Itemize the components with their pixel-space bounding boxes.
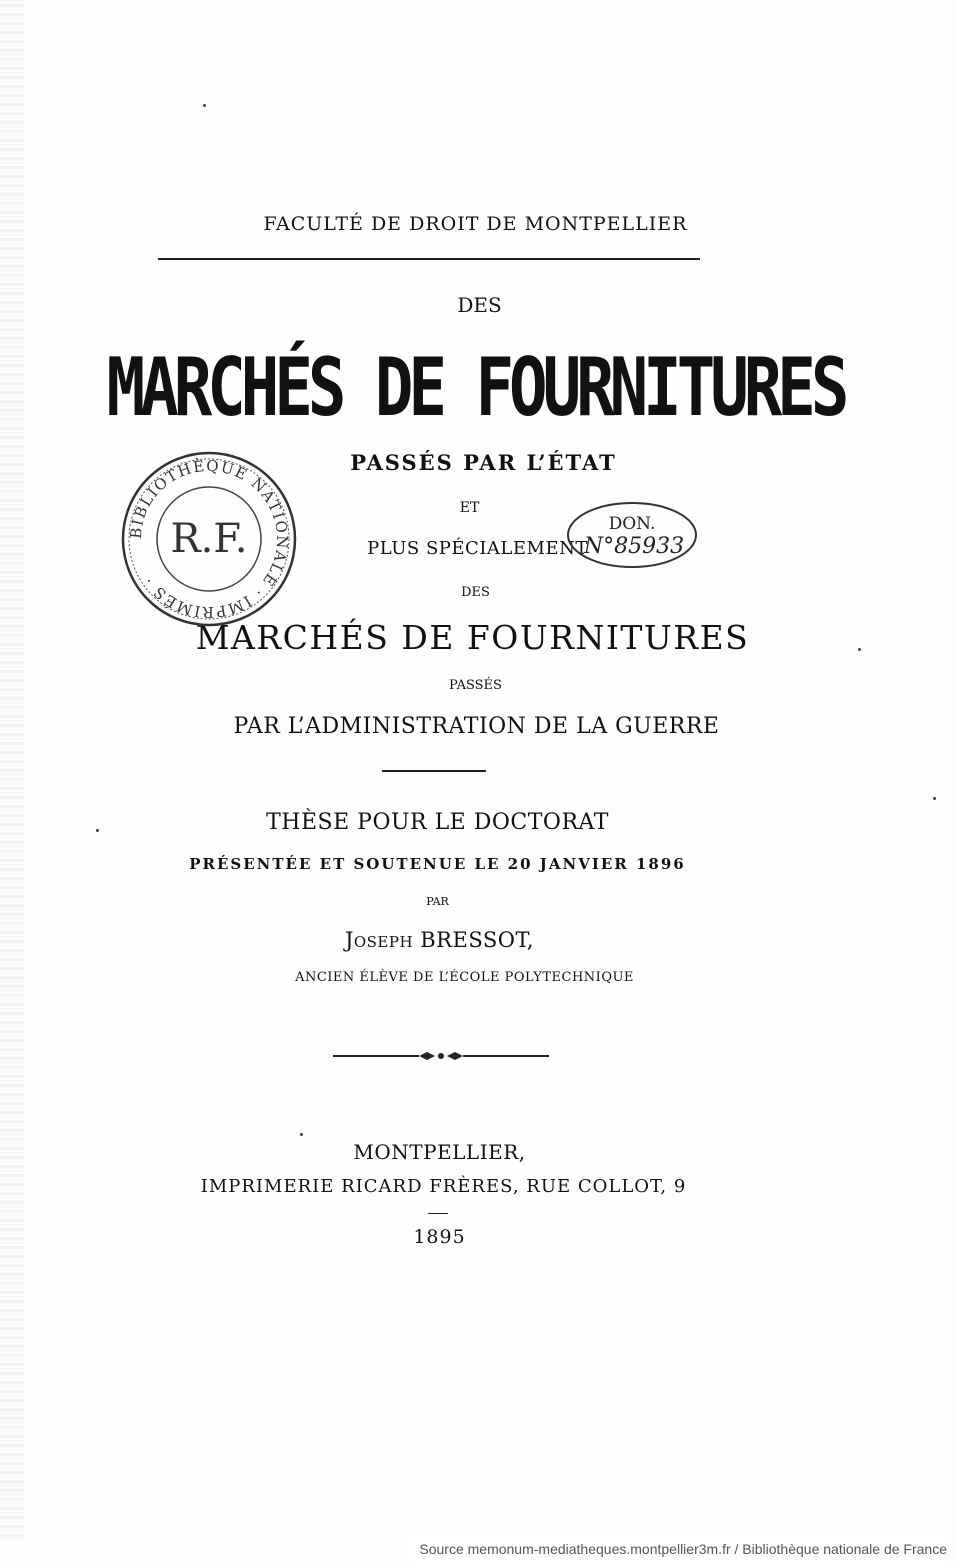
- scan-speck: [96, 829, 99, 832]
- author-name: [0, 928, 917, 952]
- et-line: ET: [459, 500, 480, 516]
- scan-speck: [300, 1133, 303, 1136]
- plus-specialement: PLUS SPÉCIALEMENT: [367, 538, 588, 559]
- donation-label: DON.: [608, 514, 656, 534]
- publication-year: 1895: [413, 1226, 466, 1248]
- library-stamp-icon: [118, 448, 300, 630]
- des-line-1: DES: [457, 293, 502, 317]
- passes-par-etat: PASSÉS PAR L’ÉTAT: [350, 450, 617, 475]
- these-heading: THÈSE POUR LE DOCTORAT: [266, 810, 609, 835]
- donation-stamp-icon: [564, 495, 700, 575]
- author-initial: J: [344, 928, 354, 952]
- scan-speck: [858, 648, 861, 651]
- faculty-heading: FACULTÉ DE DROIT DE MONTPELLIER: [263, 213, 688, 235]
- par-line: PAR: [426, 895, 449, 908]
- source-footer: Source memonum-mediatheques.montpellier3m.fr / Bibliothèque nationale de France: [411, 1535, 947, 1563]
- second-title: MARCHÉS DE FOURNITURES: [195, 618, 750, 657]
- administration-line: PAR L’ADMINISTRATION DE LA GUERRE: [233, 714, 720, 739]
- ornament-divider-icon: [333, 1049, 549, 1063]
- des-line-2: DES: [461, 585, 490, 600]
- author-title: ANCIEN ÉLÈVE DE L’ÉCOLE POLYTECHNIQUE: [295, 970, 634, 985]
- main-title: MARCHÉS DE FOURNITURES: [106, 342, 845, 436]
- top-rule: [158, 258, 700, 260]
- author-last: BRESSOT,: [420, 928, 535, 952]
- donation-number: N°85933: [583, 534, 685, 559]
- library-stamp-monogram: R.F.: [170, 516, 248, 562]
- short-rule: [382, 770, 486, 772]
- year-dash: [428, 1213, 448, 1214]
- library-stamp-text: BIBLIOTHÈQUE NATIONALE · IMPRIMÉS ·: [126, 456, 292, 622]
- scan-speck: [203, 104, 206, 107]
- author-first-rest: OSEPH: [353, 933, 414, 951]
- presentee-line: PRÉSENTÉE ET SOUTENUE LE 20 JANVIER 1896: [189, 855, 686, 873]
- imprimerie-line: IMPRIMERIE RICARD FRÈRES, RUE COLLOT, 9: [200, 1176, 687, 1197]
- scan-speck: [933, 797, 936, 800]
- passes-line-2: PASSÉS: [449, 678, 502, 693]
- city-line: MONTPELLIER,: [353, 1140, 526, 1164]
